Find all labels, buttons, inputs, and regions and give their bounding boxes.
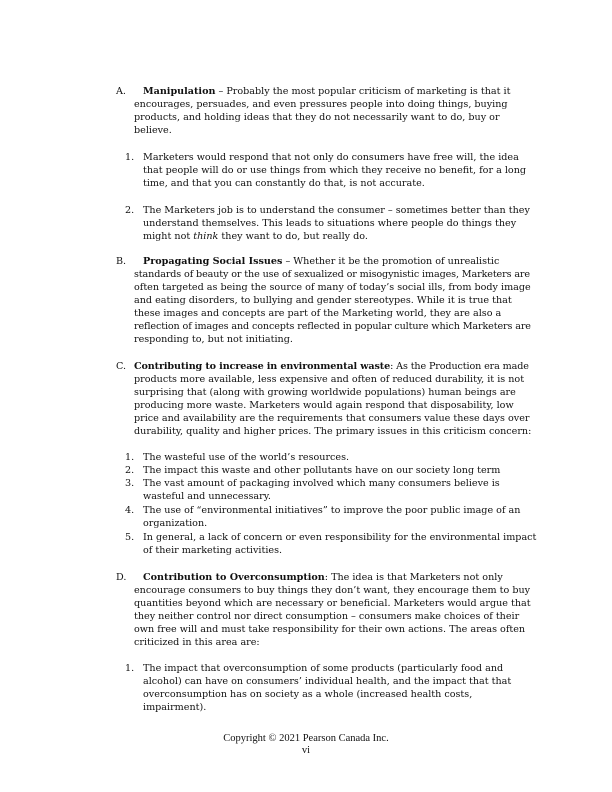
section-c-point-4-line: organization. xyxy=(143,518,208,529)
section-a-point-2-last-pre: might not xyxy=(143,231,194,242)
section-d-marker: D. xyxy=(116,572,127,583)
section-c-heading: Contributing to increase in environmental waste xyxy=(134,361,391,372)
section-c-marker: C. xyxy=(116,361,127,372)
section-c-point-5-marker: 5. xyxy=(125,532,135,543)
section-a-first-line xyxy=(143,86,510,99)
section-a-point-2-line: The Marketers job is to understand the consumer – sometimes better than they xyxy=(143,205,530,216)
section-b-heading-tail: – Whether it be the promotion of unrealistic xyxy=(282,256,500,267)
section-c-line: durability, quality and higher prices. The primary issues in this criticism concern: xyxy=(134,426,532,437)
section-c-point-5-line: of their marketing activities. xyxy=(143,545,283,556)
section-a-point-1-line: that people will do or use things from which they receive no benefit, for a long xyxy=(143,165,527,176)
section-c-line: products more available, less expensive and often of reduced durability, it is not xyxy=(134,374,525,385)
section-d-first-line xyxy=(143,572,503,585)
section-c-line: price and availability are the requirements that consumers value these days over xyxy=(134,413,530,424)
section-d-point-1-line: overconsumption has on society as a whole (increased health costs, xyxy=(143,689,473,700)
section-a-line: encourages, persuades, and even pressures people into doing things, buying xyxy=(134,99,508,110)
section-d-point-1-line: impairment). xyxy=(143,702,207,713)
section-d-heading: Contribution to Overconsumption xyxy=(143,572,325,583)
section-c-point-3-marker: 3. xyxy=(125,478,135,489)
section-c-point-1-line: The wasteful use of the world’s resources. xyxy=(143,452,350,463)
section-c-point-3-line: wasteful and unnecessary. xyxy=(143,491,271,502)
section-a-line: products, and holding ideas that they do not necessarily want to do, buy or xyxy=(134,112,500,123)
section-c-point-3-line: The vast amount of packaging involved which many consumers believe is xyxy=(143,478,500,489)
section-c-point-2-line: The impact this waste and other pollutants have on our society long term xyxy=(143,465,501,476)
section-d-point-1-line: alcohol) can have on consumers’ individual health, and the impact that that xyxy=(143,676,512,687)
section-d-line: they neither control nor direct consumption – consumers make choices of their xyxy=(134,611,520,622)
section-d-line: criticized in this area are: xyxy=(134,637,260,648)
footer-copyright: Copyright © 2021 Pearson Canada Inc. xyxy=(223,733,389,744)
section-b-first-line xyxy=(143,256,499,269)
section-b-line: often targeted as being the source of many of today’s social ills, from body image xyxy=(134,282,531,293)
section-d-line: encourage consumers to buy things they don’t want, they encourage them to buy xyxy=(134,585,531,596)
section-b-line: and eating disorders, to bullying and gender stereotypes. While it is true that xyxy=(134,295,512,306)
section-b-line: standards of beauty or the use of sexualized or misogynistic images, Marketers are xyxy=(134,269,530,280)
section-a-heading-tail: – Probably the most popular criticism of marketing is that it xyxy=(215,86,511,97)
section-d-heading-tail: : The idea is that Marketers not only xyxy=(324,572,503,583)
section-b-marker: B. xyxy=(116,256,127,267)
section-b-line: responding to, but not initiating. xyxy=(134,334,293,345)
section-a-heading: Manipulation xyxy=(143,86,216,97)
section-b-heading: Propagating Social Issues xyxy=(143,256,283,267)
section-a-point-2-marker: 2. xyxy=(125,205,135,216)
section-a-point-1-marker: 1. xyxy=(125,152,135,163)
section-b-line: reflection of images and concepts reflected in popular culture which Marketers are xyxy=(134,321,531,332)
section-c-point-1-marker: 1. xyxy=(125,452,135,463)
section-a-point-2-italic-word: think xyxy=(193,231,219,242)
section-d-line: own free will and must take responsibility for their own actions. The areas often xyxy=(134,624,526,635)
section-a-point-1-line: Marketers would respond that not only do consumers have free will, the idea xyxy=(143,152,519,163)
section-b-line: these images and concepts are part of the Marketing world, they are also a xyxy=(134,308,502,319)
section-c-point-4-marker: 4. xyxy=(125,505,135,516)
section-c-line: surprising that (along with growing worldwide populations) human beings are xyxy=(134,387,516,398)
footer-page-number: vi xyxy=(301,745,311,756)
section-a-marker: A. xyxy=(116,86,126,97)
section-d-point-1-marker: 1. xyxy=(125,663,135,674)
section-a-line: believe. xyxy=(134,125,172,136)
section-c-point-5-line: In general, a lack of concern or even responsibility for the environmental impact xyxy=(143,532,537,543)
section-d-point-1-line: The impact that overconsumption of some products (particularly food and xyxy=(143,663,504,674)
section-c-heading-tail: : As the Production era made xyxy=(390,361,529,372)
section-c-point-2-marker: 2. xyxy=(125,465,135,476)
section-c-point-4-line: The use of “environmental initiatives” to improve the poor public image of an xyxy=(143,505,521,516)
section-a-point-1-line: time, and that you can constantly do that, is not accurate. xyxy=(143,178,425,189)
section-c-line: producing more waste. Marketers would again respond that disposability, low xyxy=(134,400,514,411)
section-a-point-2-last-line xyxy=(143,231,368,244)
section-a-point-2-last-post: they want to do, but really do. xyxy=(218,231,368,242)
section-a-point-2-line: understand themselves. This leads to situations where people do things they xyxy=(143,218,517,229)
section-c-first-line xyxy=(134,361,529,374)
section-d-line: quantities beyond which are necessary or beneficial. Marketers would argue that xyxy=(134,598,531,609)
